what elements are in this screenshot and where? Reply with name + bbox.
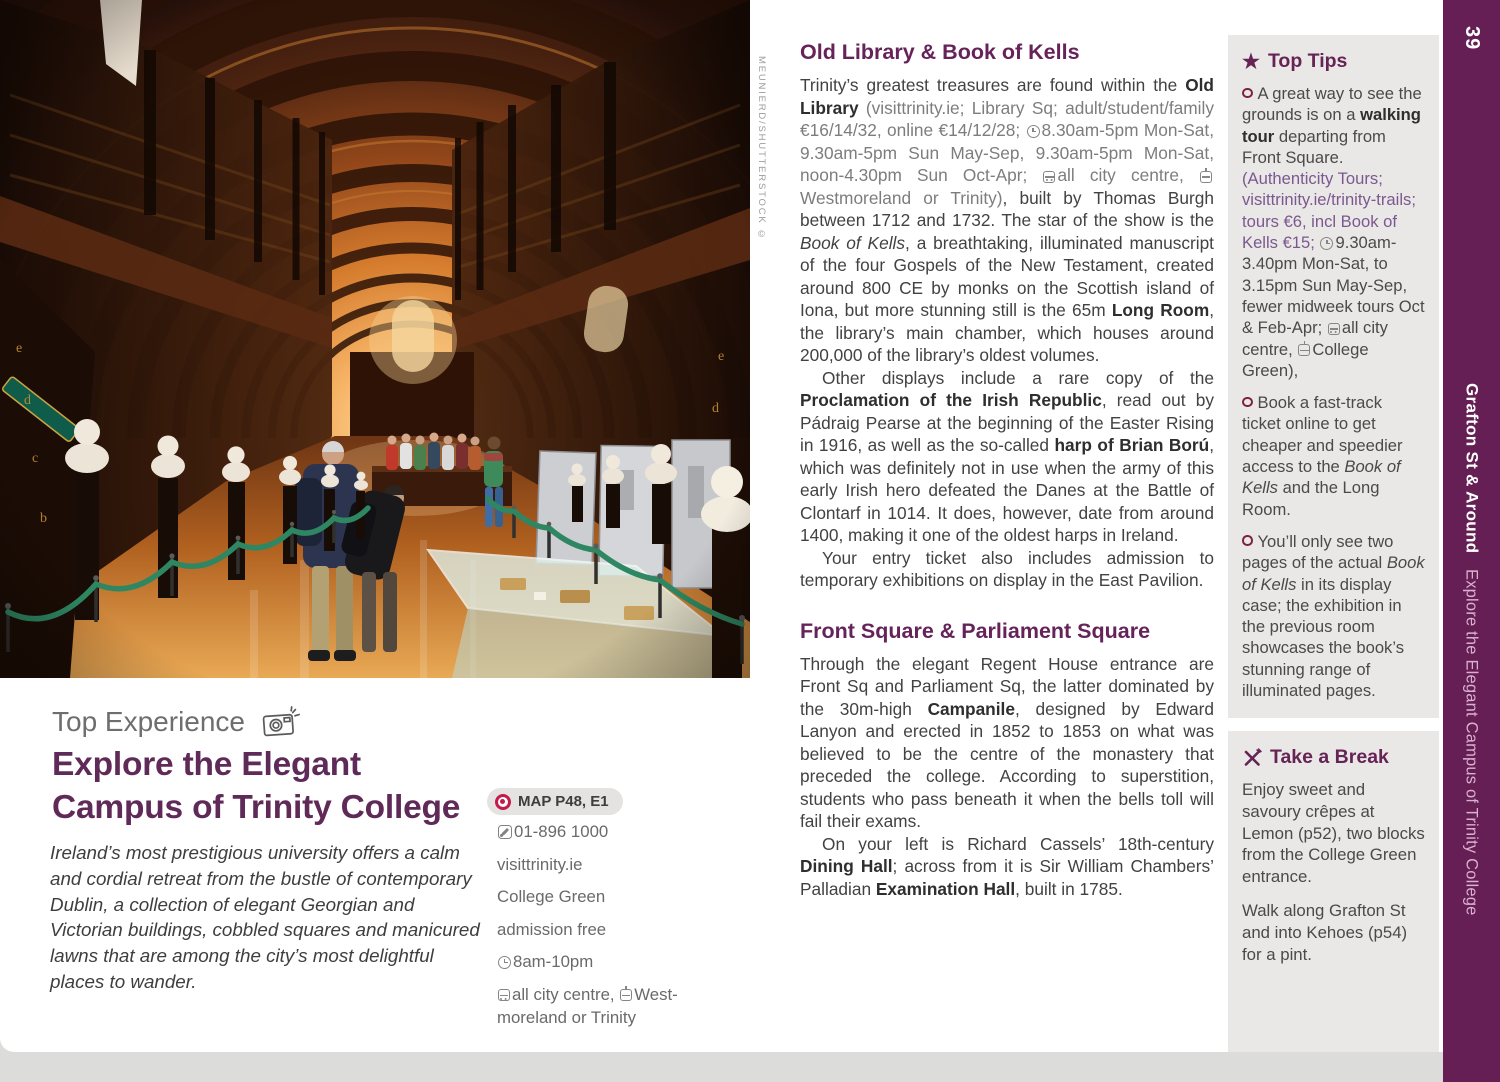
top-experience-kicker [52,706,301,738]
info-phone: 01-896 1000 [497,820,707,843]
practical-info-list [497,820,707,1038]
photo-credit: MEUNIERD/SHUTTERSTOCK © [756,56,767,242]
tip-item: A great way to see the grounds is on a walking tour departing from Front Square. (Authenticity Tours; visittrinity.ie/trinity-trails; tours €6, incl Book of Kells €15; 9.30am-3.40pm Mon-Sat, to 3.15pm Sun May-Sep, fewer midweek tours Oct & Feb-Apr; all city centre, College Green), [1242,84,1425,380]
fork-knife-icon [1242,748,1262,768]
paragraph: Through the elegant Regent House entrance are Front Sq and Parliament Sq, the latter dominated by the 30m-high Campanile, designed by Edward Lanyon and erected in 1852 to 1853 on what was believed to be the centre of the monastery that preceded the college. According to superstition, students who pass beneath it when the bells toll will fail their exams. [800,653,1214,831]
clock-icon [1027,125,1040,138]
page-edge-bar [1443,0,1500,1082]
take-a-break-title [1242,746,1425,769]
take-a-break-box [1228,731,1439,1052]
intro-text: Ireland’s most prestigious university offers a calm and cordial retreat from the bustle of contemporary Dublin, a collection of elegant Georgian and Victorian buildings, cobbled squares and manicured lawns that are among the city’s most delightful places to wander. [50,842,480,992]
bus-icon [1043,171,1055,183]
top-tips-label: Top Tips [1267,50,1348,72]
top-tips-box [1228,35,1439,718]
page-title [52,744,512,829]
take-a-break-label: Take a Break [1270,746,1389,768]
article-heading-front-square: Front Square & Parliament Square [800,618,1151,643]
info-website: visittrinity.ie [497,854,583,874]
trinity-long-room-photo [0,0,750,678]
bus-icon [1328,323,1340,335]
chapter-label: Grafton St & Around [1462,383,1482,554]
info-hours: 8am-10pm [497,950,707,973]
edge-bar-text [1463,383,1481,916]
bus-icon [498,989,510,1001]
map-reference-label: MAP P48, E1 [518,793,609,810]
camera-icon [260,705,302,740]
clock-icon [498,956,511,969]
main-article-column [800,40,1214,900]
page-number: 39 [1461,26,1483,51]
paragraph: Other displays include a rare copy of the Proclamation of the Irish Republic, read out by Pádraig Pearse at the beginning of the Easter Rising in 1916, as well as the so-called harp of Brian Ború, which was definitely not in use when the army of this early Irish hero defeated the Danes at the Battle of Clontarf in 1014. It does, however, date from around 1400, making it one of the oldest harps in Ireland. [800,367,1214,545]
bullet-icon [1242,397,1253,408]
map-reference-badge [487,788,623,815]
paragraph: Your entry ticket also includes admission to temporary exhibitions on display in the East Pavilion. [800,547,1214,590]
page-title-line1: Explore the Elegant [52,746,361,783]
phone-icon [498,825,512,839]
tram-icon [620,989,632,1001]
top-sight-bullseye-icon [495,794,511,810]
bullet-icon [1242,88,1253,99]
info-address: College Green [497,887,606,906]
info-transport: all city centre, West- moreland or Trinity [497,984,678,1027]
article-heading-old-library: Old Library & Book of Kells [800,40,1080,64]
clock-icon [1320,237,1333,250]
top-tips-title [1242,50,1425,73]
paragraph: Trinity’s greatest treasures are found within the Old Library (visittrinity.ie; Library Sq; adult/student/family €16/14/32, online €14/12/28; 8.30am-5pm Mon-Sat, 9.30am-5pm Sun May-Sep, 9.30am-5pm Mon-Sat, noon-4.30pm Sun Oct-Apr; all city centre, Westmoreland or Trinity), built by Thomas Burgh between 1712 and 1732. The star of the show is the Book of Kells, a breathtaking, illuminated manuscript of the four Gospels of the New Testament, created around 800 CE by monks on the Scottish island of Iona, but more stunning still is the 65m Long Room, the library’s main chamber, which houses around 200,000 of the library’s oldest volumes. [800,75,1215,365]
info-admission: admission free [497,919,607,939]
section-label: Explore the Elegant Campus of Trinity College [1462,569,1481,916]
tram-icon [1200,171,1212,183]
paragraph: On your left is Richard Cassels’ 18th-century Dining Hall; across from it is Sir William Chambers’ Palladian Examination Hall, built in 1785. [800,833,1214,899]
page-title-line2: Campus of Trinity College [52,788,461,826]
break-paragraph: Enjoy sweet and savoury crêpes at Lemon (p52), two blocks from the College Green entrance. [1242,780,1425,887]
break-paragraph: Walk along Grafton St and into Kehoes (p54) for a pint. [1242,900,1408,964]
long-room-illustration [0,0,750,678]
kicker-label: Top Experience [52,706,246,737]
tip-item: You’ll only see two pages of the actual Book of Kells in its display case; the exhibition in the previous room showcases the book’s stunning range of illuminated pages. [1242,531,1425,701]
bullet-icon [1242,535,1253,546]
tip-item: Book a fast-track ticket online to get cheaper and speedier access to the Book of Kells and the Long Room. [1242,393,1403,519]
star-icon: ★ [1242,50,1260,73]
tram-icon [1298,344,1310,356]
